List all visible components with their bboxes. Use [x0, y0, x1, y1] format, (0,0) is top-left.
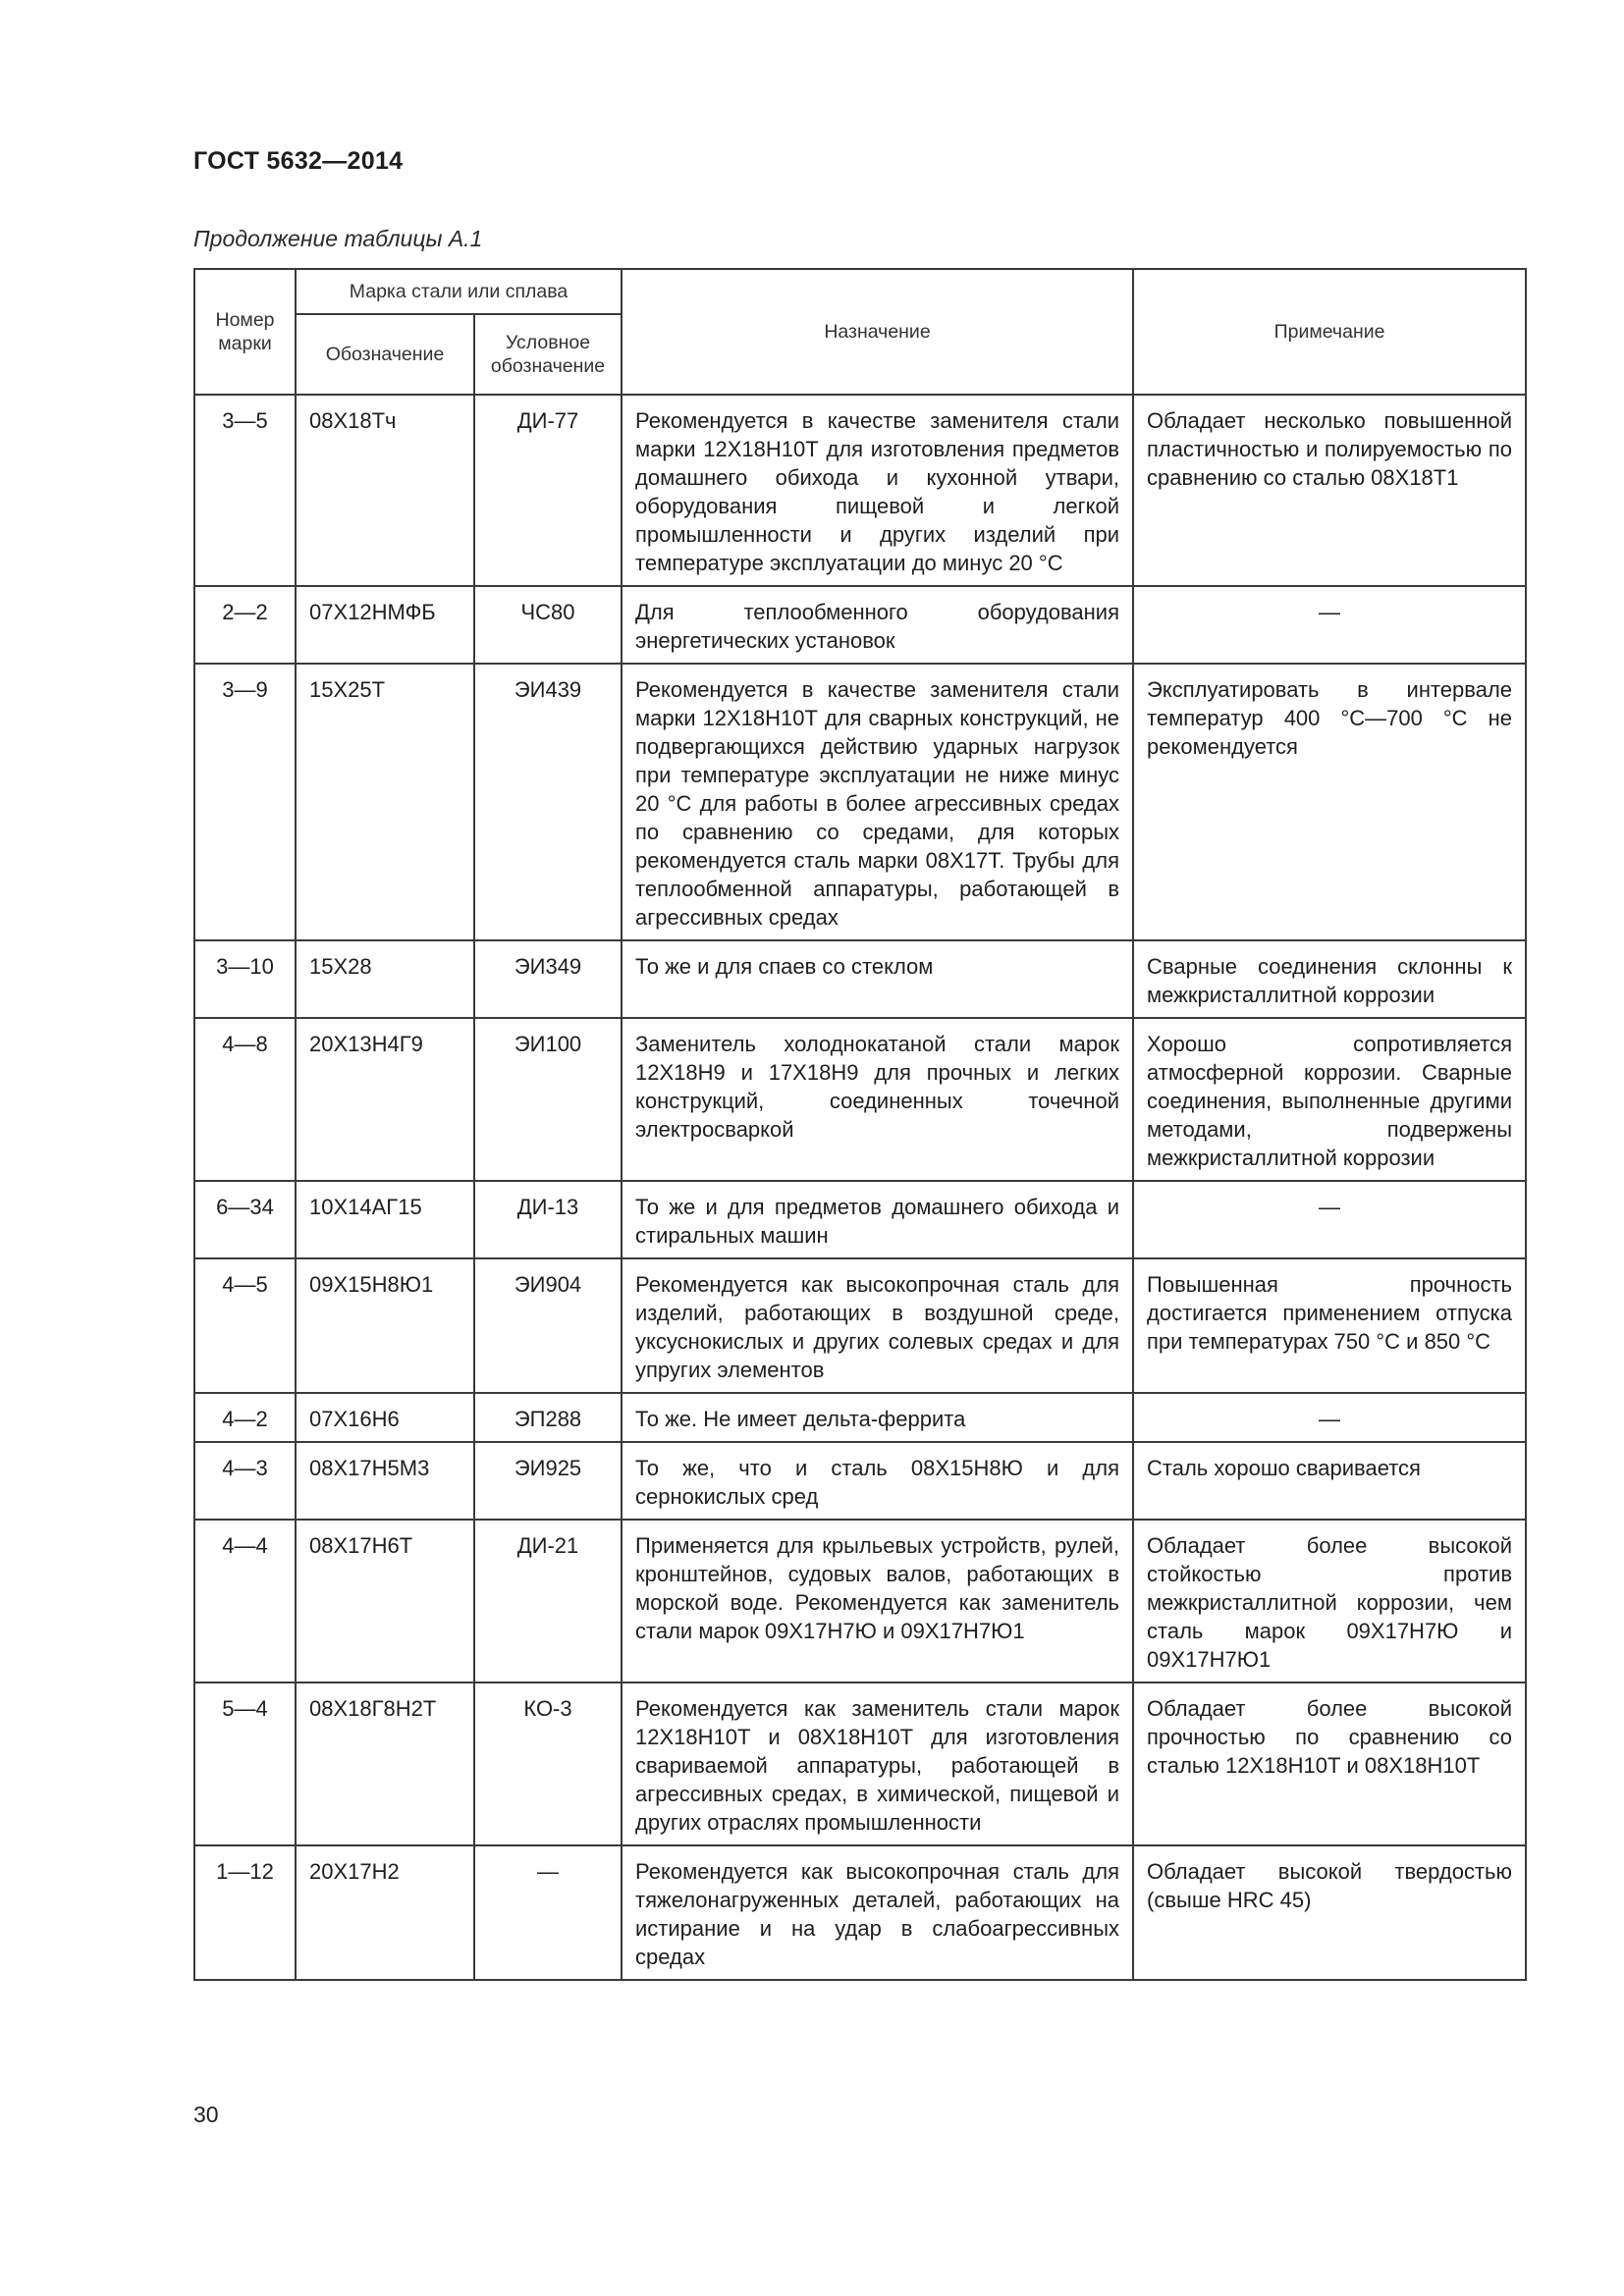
steel-grades-table: [193, 268, 1527, 1981]
grade-note: Обладает несколько повышенной пластичностью и полируемостью по сравнению со сталью 08Х18Т1: [1133, 395, 1526, 586]
page-number: 30: [193, 2102, 219, 2127]
table-row: [194, 1845, 1526, 1980]
grade-number: 4—8: [194, 1018, 296, 1181]
grade-number: 3—9: [194, 664, 296, 940]
grade-designation: 15Х25Т: [296, 664, 474, 940]
grade-conventional: ЭИ925: [474, 1442, 622, 1520]
table-row: [194, 1181, 1526, 1258]
grade-conventional: ДИ-21: [474, 1520, 622, 1682]
grade-purpose: Рекомендуется в качестве заменителя стали марки 12Х18Н10Т для изготовления предметов домашнего обихода и кухонной утвари, оборудования пищевой и легкой промышленности и других изделий при температуре эксплуатации до минус 20 °С: [622, 395, 1133, 586]
header-number: Номер марки: [194, 269, 296, 395]
grade-conventional: ЧС80: [474, 586, 622, 664]
grade-note: Повышенная прочность достигается применением отпуска при температурах 750 °С и 850 °С: [1133, 1258, 1526, 1393]
grade-purpose: Рекомендуется в качестве заменителя стали марки 12Х18Н10Т для сварных конструкций, не подвергающихся действию ударных нагрузок при температуре эксплуатации не ниже минус 20 °С для работы в более агрессивных средах по сравнению со средами, для которых рекомендуется сталь марки 08Х17Т. Трубы для теплообменной аппаратуры, работающей в агрессивных средах: [622, 664, 1133, 940]
table-row: [194, 1018, 1526, 1181]
grade-note: Обладает более высокой прочностью по сравнению со сталью 12Х18Н10Т и 08Х18Н10Т: [1133, 1682, 1526, 1845]
header-designation: Обозначение: [296, 314, 474, 395]
grade-designation: 08Х18Г8Н2Т: [296, 1682, 474, 1845]
grade-designation: 07Х12НМФБ: [296, 586, 474, 664]
grade-conventional: ЭИ349: [474, 940, 622, 1018]
header-note: Примечание: [1133, 269, 1526, 395]
grade-purpose: То же и для предметов домашнего обихода и стиральных машин: [622, 1181, 1133, 1258]
grade-designation: 20Х13Н4Г9: [296, 1018, 474, 1181]
grade-number: 4—5: [194, 1258, 296, 1393]
grade-designation: 09Х15Н8Ю1: [296, 1258, 474, 1393]
grade-conventional: ДИ-13: [474, 1181, 622, 1258]
grade-purpose: Для теплообменного оборудования энергетических установок: [622, 586, 1133, 664]
table-row: [194, 586, 1526, 664]
grade-designation: 08Х17Н5М3: [296, 1442, 474, 1520]
grade-note: Обладает высокой твердостью (свыше HRC 45): [1133, 1845, 1526, 1980]
grade-number: 4—2: [194, 1393, 296, 1442]
grade-purpose: То же. Не имеет дельта-феррита: [622, 1393, 1133, 1442]
table-header-row: [194, 269, 1526, 314]
grade-note: —: [1133, 1181, 1526, 1258]
grade-conventional: ЭИ439: [474, 664, 622, 940]
grade-number: 2—2: [194, 586, 296, 664]
grade-purpose: Рекомендуется как высокопрочная сталь для тяжелонагруженных деталей, работающих на истирание и на удар в слабоагрессивных средах: [622, 1845, 1133, 1980]
grade-note: —: [1133, 1393, 1526, 1442]
grade-conventional: КО-3: [474, 1682, 622, 1845]
grade-number: 4—4: [194, 1520, 296, 1682]
table-row: [194, 1442, 1526, 1520]
grade-conventional: ЭП288: [474, 1393, 622, 1442]
table-row: [194, 664, 1526, 940]
grade-purpose: Заменитель холоднокатаной стали марок 12Х18Н9 и 17Х18Н9 для прочных и легких конструкций, соединенных точечной электросваркой: [622, 1018, 1133, 1181]
grade-conventional: —: [474, 1845, 622, 1980]
grade-purpose: То же и для спаев со стеклом: [622, 940, 1133, 1018]
grade-note: —: [1133, 586, 1526, 664]
table-row: [194, 940, 1526, 1018]
grade-designation: 15Х28: [296, 940, 474, 1018]
grade-conventional: ЭИ100: [474, 1018, 622, 1181]
grade-note: Сварные соединения склонны к межкристаллитной коррозии: [1133, 940, 1526, 1018]
header-grade-group: Марка стали или сплава: [296, 269, 622, 314]
table-row: [194, 1682, 1526, 1845]
table-row: [194, 1520, 1526, 1682]
grade-designation: 08Х18Тч: [296, 395, 474, 586]
grade-number: 6—34: [194, 1181, 296, 1258]
grade-number: 4—3: [194, 1442, 296, 1520]
grade-purpose: Рекомендуется как заменитель стали марок 12Х18Н10Т и 08Х18Н10Т для изготовления свариваемой аппаратуры, работающей в агрессивных средах, в химической, пищевой и других отраслях промышленности: [622, 1682, 1133, 1845]
grade-purpose: Рекомендуется как высокопрочная сталь для изделий, работающих в воздушной среде, уксуснокислых и других солевых средах и для упругих элементов: [622, 1258, 1133, 1393]
table-caption: Продолжение таблицы А.1: [193, 226, 483, 251]
grade-designation: 20Х17Н2: [296, 1845, 474, 1980]
grade-conventional: ДИ-77: [474, 395, 622, 586]
table-row: [194, 1393, 1526, 1442]
grade-purpose: То же, что и сталь 08Х15Н8Ю и для сернокислых сред: [622, 1442, 1133, 1520]
grade-note: Обладает более высокой стойкостью против межкристаллитной коррозии, чем сталь марок 09Х17Н7Ю и 09Х17Н7Ю1: [1133, 1520, 1526, 1682]
grade-note: Эксплуатировать в интервале температур 400 °С—700 °С не рекомендуется: [1133, 664, 1526, 940]
grade-designation: 08Х17Н6Т: [296, 1520, 474, 1682]
table-row: [194, 395, 1526, 586]
standard-title: ГОСТ 5632—2014: [193, 147, 404, 175]
grade-number: 5—4: [194, 1682, 296, 1845]
grade-conventional: ЭИ904: [474, 1258, 622, 1393]
grade-note: Хорошо сопротивляется атмосферной коррозии. Сварные соединения, выполненные другими методами, подвержены межкристаллитной коррозии: [1133, 1018, 1526, 1181]
grade-note: Сталь хорошо сваривается: [1133, 1442, 1526, 1520]
grade-designation: 10Х14АГ15: [296, 1181, 474, 1258]
grade-number: 3—5: [194, 395, 296, 586]
table-row: [194, 1258, 1526, 1393]
grade-purpose: Применяется для крыльевых устройств, рулей, кронштейнов, судовых валов, работающих в морской воде. Рекомендуется как заменитель стали марок 09Х17Н7Ю и 09Х17Н7Ю1: [622, 1520, 1133, 1682]
header-purpose: Назначение: [622, 269, 1133, 395]
grade-designation: 07Х16Н6: [296, 1393, 474, 1442]
header-conventional: Условное обозначение: [474, 314, 622, 395]
grade-number: 1—12: [194, 1845, 296, 1980]
grade-number: 3—10: [194, 940, 296, 1018]
